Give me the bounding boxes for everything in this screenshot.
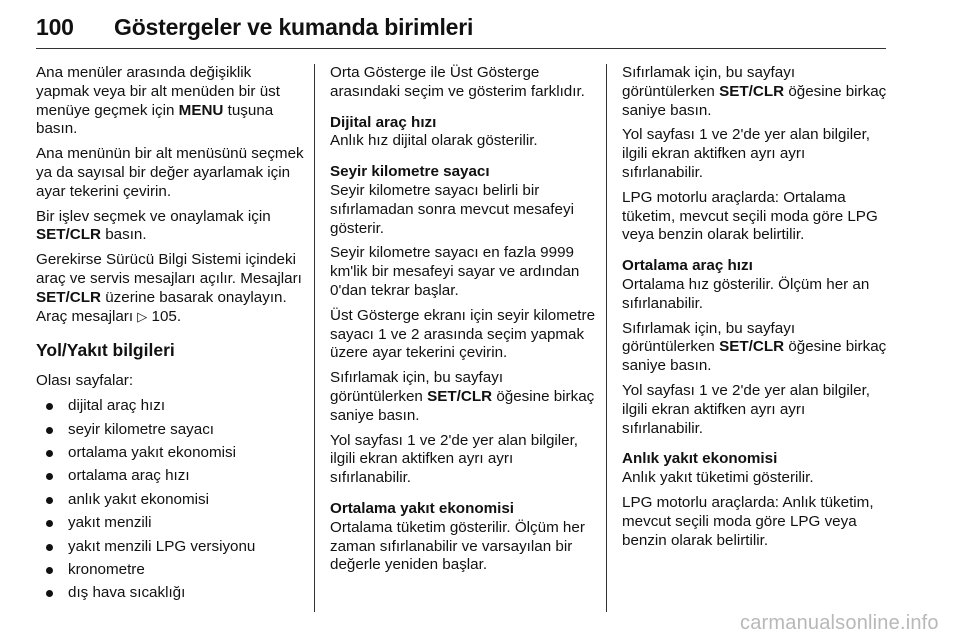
subheading: Anlık yakıt ekonomisi bbox=[622, 450, 778, 468]
paragraph: LPG motorlu araçlarda: Ortalama tüketim, mevcut seçili moda göre LPG veya benzin olarak belirtilir. bbox=[622, 188, 878, 244]
paragraph: Yol sayfası 1 ve 2'de yer alan bilgiler, ilgili ekran aktifken ayrı ayrı sıfırlanabilir. bbox=[622, 126, 871, 181]
paragraph: Bir işlev seçmek ve onaylamak için SET/CLR basın. bbox=[36, 207, 271, 244]
column-divider bbox=[314, 64, 315, 612]
subheading: Ortalama yakıt ekonomisi bbox=[330, 499, 515, 517]
paragraph: Orta Gösterge ile Üst Gösterge arasındaki seçim ve gösterim farklıdır. bbox=[330, 64, 585, 100]
watermark: carmanualsonline.info bbox=[740, 612, 939, 634]
page-title: Göstergeler ve kumanda birimleri bbox=[114, 14, 474, 40]
subheading: Dijital araç hızı bbox=[330, 113, 437, 131]
paragraph: Ana menünün bir alt menüsünü seçmek ya da sayısal bir değer ayarlamak için ayar tekerini çevirin. bbox=[36, 145, 304, 200]
page-header bbox=[36, 6, 886, 50]
bullet-icon bbox=[46, 590, 53, 597]
set-clr-key-label: SET/CLR bbox=[719, 338, 785, 356]
paragraph: Ortalama hız gösterilir. Ölçüm her an sıfırlanabilir. bbox=[622, 275, 870, 312]
paragraph: Anlık hız dijital olarak gösterilir. bbox=[330, 132, 538, 150]
bullet-icon bbox=[46, 450, 53, 457]
paragraph: Ana menüler arasında değişiklik yapmak veya bir alt menüden bir üst menüye geçmek için MENU tuşuna basın. bbox=[36, 64, 280, 138]
list-item: ortalama araç hızı bbox=[36, 467, 304, 486]
page-reference-icon: ▷ bbox=[137, 308, 148, 324]
header-rule bbox=[36, 48, 886, 49]
bullet-icon bbox=[46, 567, 53, 574]
bullet-icon bbox=[46, 473, 53, 480]
pages-list bbox=[36, 397, 304, 603]
bullet-icon bbox=[46, 427, 53, 434]
menu-key-label: MENU bbox=[178, 101, 224, 119]
paragraph: LPG motorlu araçlarda: Anlık tüketim, mevcut seçili moda göre LPG veya benzin olarak belirtilir. bbox=[622, 493, 874, 549]
list-item: seyir kilometre sayacı bbox=[36, 421, 304, 440]
paragraph: Sıfırlamak için, bu sayfayı görüntülerken SET/CLR öğesine birkaç saniye basın. bbox=[622, 319, 887, 375]
page-number: 100 bbox=[36, 14, 74, 40]
column-2 bbox=[330, 64, 598, 581]
bullet-icon bbox=[46, 497, 53, 504]
bullet-icon bbox=[46, 544, 53, 551]
set-clr-key-label: SET/CLR bbox=[719, 82, 785, 100]
subheading: Ortalama araç hızı bbox=[622, 257, 753, 275]
column-1 bbox=[36, 64, 304, 608]
list-item: ortalama yakıt ekonomisi bbox=[36, 444, 304, 463]
paragraph: Sıfırlamak için, bu sayfayı görüntülerken SET/CLR öğesine birkaç saniye basın. bbox=[622, 64, 887, 119]
set-clr-key-label: SET/CLR bbox=[427, 387, 493, 405]
list-item: kronometre bbox=[36, 561, 304, 580]
section-title: Yol/Yakıt bilgileri bbox=[36, 340, 175, 361]
paragraph: Yol sayfası 1 ve 2'de yer alan bilgiler, ilgili ekran aktifken ayrı ayrı sıfırlanabilir. bbox=[330, 431, 579, 487]
paragraph: Sıfırlamak için, bu sayfayı görüntülerken SET/CLR öğesine birkaç saniye basın. bbox=[330, 369, 595, 424]
list-item: yakıt menzili bbox=[36, 514, 304, 533]
column-divider bbox=[606, 64, 607, 612]
paragraph: Yol sayfası 1 ve 2'de yer alan bilgiler, ilgili ekran aktifken ayrı ayrı sıfırlanabilir. bbox=[622, 381, 871, 437]
set-clr-key-label: SET/CLR bbox=[36, 226, 101, 244]
paragraph: Gerekirse Sürücü Bilgi Sistemi içindeki araç ve servis mesajları açılır. Mesajları SET/CLR üzerine basarak onaylayın. Araç mesajları ▷ 105. bbox=[36, 251, 302, 325]
paragraph: Seyir kilometre sayacı en fazla 9999 km'lik bir mesafeyi sayar ve ardından 0'dan tekrar başlar. bbox=[330, 244, 580, 299]
column-3 bbox=[622, 64, 890, 556]
list-item: dijital araç hızı bbox=[36, 397, 304, 416]
paragraph: Üst Gösterge ekranı için seyir kilometre sayacı 1 ve 2 arasında seçim yapmak üzere ayar tekerini çevirin. bbox=[330, 306, 596, 362]
list-item: dış hava sıcaklığı bbox=[36, 584, 304, 603]
bullet-icon bbox=[46, 403, 53, 410]
set-clr-key-label: SET/CLR bbox=[36, 288, 101, 306]
paragraph: Anlık yakıt tüketimi gösterilir. bbox=[622, 469, 814, 487]
paragraph: Ortalama tüketim gösterilir. Ölçüm her zaman sıfırlanabilir ve varsayılan bir değerle yeniden başlar. bbox=[330, 518, 585, 574]
paragraph: Seyir kilometre sayacı belirli bir sıfırlamadan sonra mevcut mesafeyi gösterir. bbox=[330, 181, 574, 237]
bullet-icon bbox=[46, 520, 53, 527]
list-item: yakıt menzili LPG versiyonu bbox=[36, 538, 304, 557]
subheading: Seyir kilometre sayacı bbox=[330, 163, 490, 181]
list-item: anlık yakıt ekonomisi bbox=[36, 491, 304, 510]
paragraph: Olası sayfalar: bbox=[36, 372, 134, 390]
